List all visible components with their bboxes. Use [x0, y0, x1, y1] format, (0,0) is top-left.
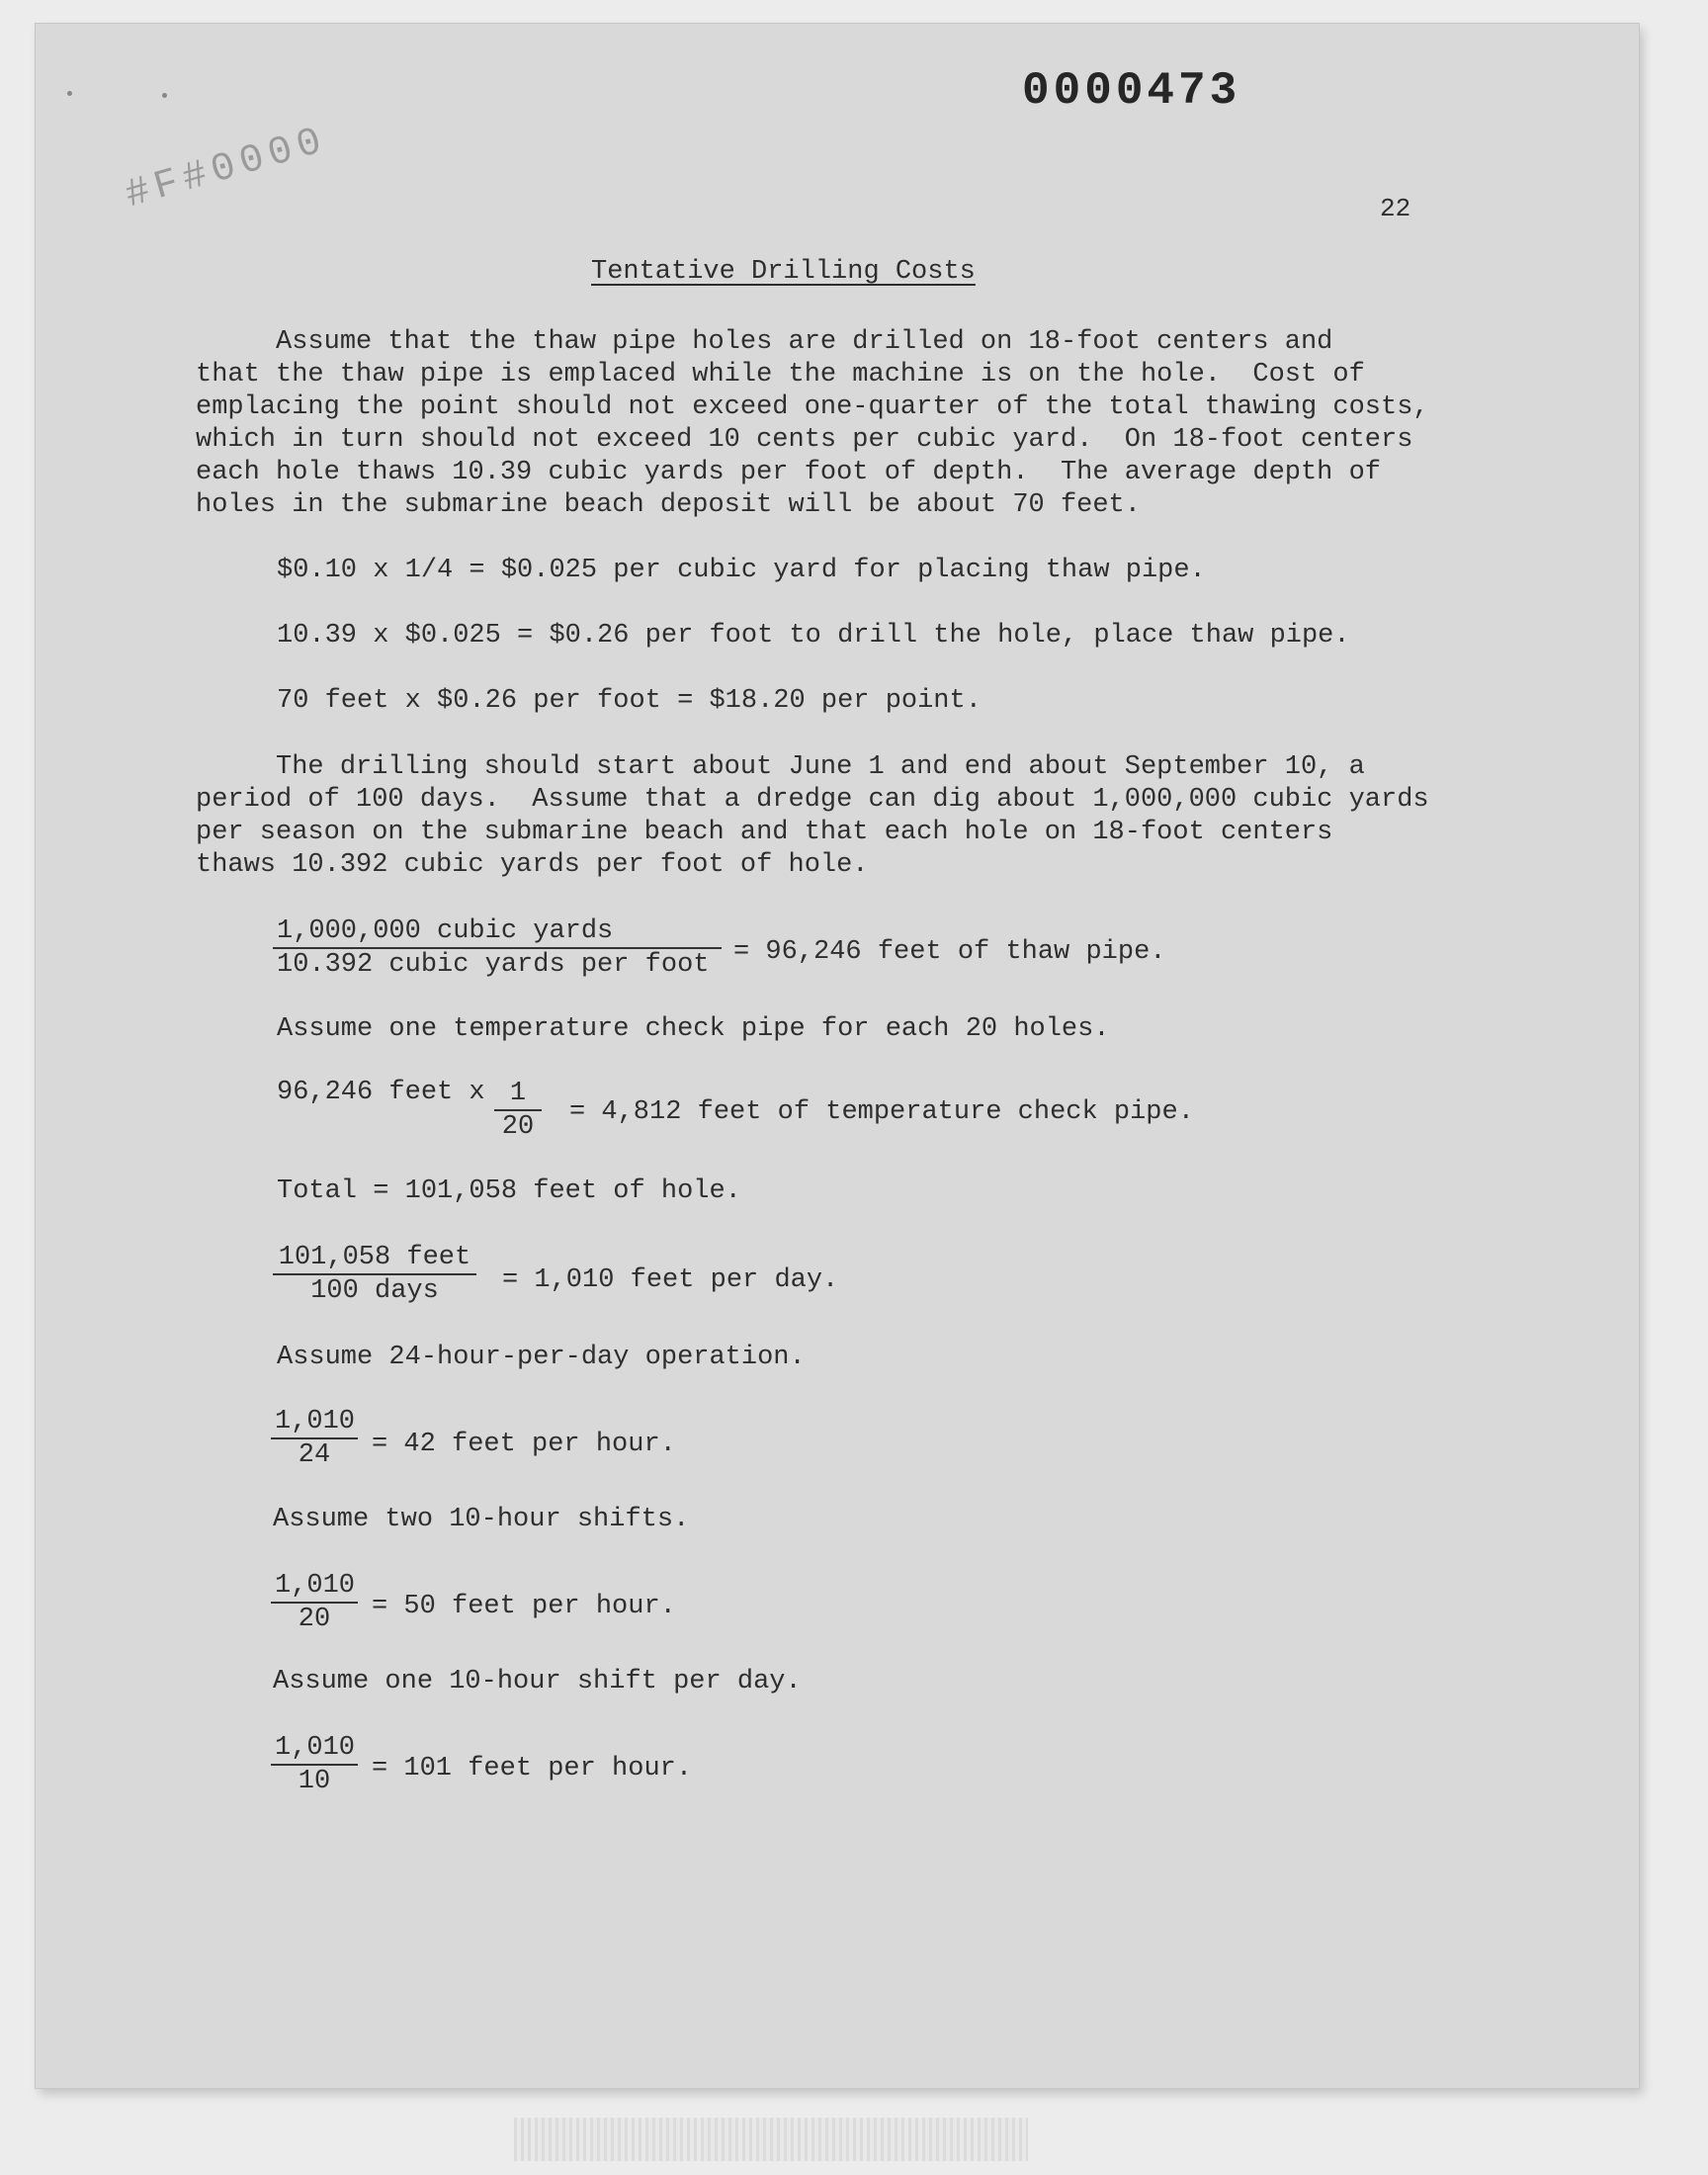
intro-paragraph: Assume that the thaw pipe holes are drilled on 18-foot centers and that the thaw pipe is emplaced while the machine is on the hole. Cost of emplacing the point should not exceed one-quarter of the total thawing costs, which in turn should not exceed 10 cents per cubic yard. On 18-foot centers each hole thaws 10.39 cubic yards per foot of depth. The average depth of holes in the submarine beach deposit will be about 70 feet.	[196, 327, 1429, 520]
fraction-denominator: 20	[298, 1605, 331, 1634]
fraction-feet-per-day	[273, 1242, 476, 1307]
fraction-denominator: 24	[298, 1440, 331, 1470]
equation-result: = 42 feet per hour.	[372, 1430, 676, 1459]
total-line: Total = 101,058 feet of hole.	[277, 1176, 741, 1206]
fraction-thaw-pipe	[273, 915, 722, 981]
fraction-denominator: 20	[501, 1112, 535, 1142]
calc-line-1: $0.10 x 1/4 = $0.025 per cubic yard for placing thaw pipe.	[277, 556, 1206, 585]
fraction-numerator: 1	[494, 1078, 542, 1111]
calc-line-3: 70 feet x $0.26 per foot = $18.20 per point.	[277, 686, 982, 716]
equation-result: = 4,812 feet of temperature check pipe.	[569, 1097, 1194, 1127]
equation-result: = 96,246 feet of thaw pipe.	[733, 937, 1166, 967]
fraction-numerator: 101,058 feet	[273, 1242, 476, 1275]
fraction-24-hour	[271, 1406, 358, 1471]
handwritten-note: #F#0000	[121, 119, 333, 219]
page-title: Tentative Drilling Costs	[591, 257, 976, 287]
assumption-24-hour: Assume 24-hour-per-day operation.	[277, 1343, 806, 1372]
page-number: 22	[1380, 194, 1411, 223]
fraction-denominator: 10	[298, 1767, 331, 1796]
fraction-numerator: 1,010	[271, 1406, 358, 1439]
assumption-two-shifts: Assume two 10-hour shifts.	[273, 1505, 690, 1534]
equation-result: = 101 feet per hour.	[372, 1754, 693, 1784]
equation-result: = 1,010 feet per day.	[502, 1265, 839, 1295]
scanner-edge-strip	[514, 2118, 1028, 2161]
assumption-check-pipe: Assume one temperature check pipe for each 20 holes.	[277, 1014, 1110, 1044]
speck	[67, 91, 72, 96]
assumption-one-shift: Assume one 10-hour shift per day.	[273, 1667, 802, 1696]
fraction-denominator: 10.392 cubic yards per foot	[277, 950, 710, 980]
fraction-denominator: 100 days	[310, 1276, 439, 1306]
fraction-one-shift	[271, 1732, 358, 1797]
drilling-paragraph: The drilling should start about June 1 and end about September 10, a period of 100 days. Assume that a dredge can dig about 1,000,000 cubic yards per season on the submarine beach and that each hole on 18-foot centers thaws 10.392 cubic yards per foot of hole.	[196, 752, 1429, 880]
equation-result: = 50 feet per hour.	[372, 1592, 676, 1621]
fraction-numerator: 1,010	[271, 1732, 358, 1766]
document-number-stamp: 0000473	[1022, 65, 1241, 117]
equation-prefix: 96,246 feet x	[277, 1078, 485, 1107]
fraction-numerator: 1,000,000 cubic yards	[273, 915, 722, 949]
fraction-two-shifts	[271, 1570, 358, 1635]
calc-line-2: 10.39 x $0.025 = $0.26 per foot to drill the hole, place thaw pipe.	[277, 621, 1350, 651]
fraction-numerator: 1,010	[271, 1570, 358, 1604]
fraction-one-twentieth	[494, 1078, 542, 1143]
speck	[162, 93, 167, 98]
